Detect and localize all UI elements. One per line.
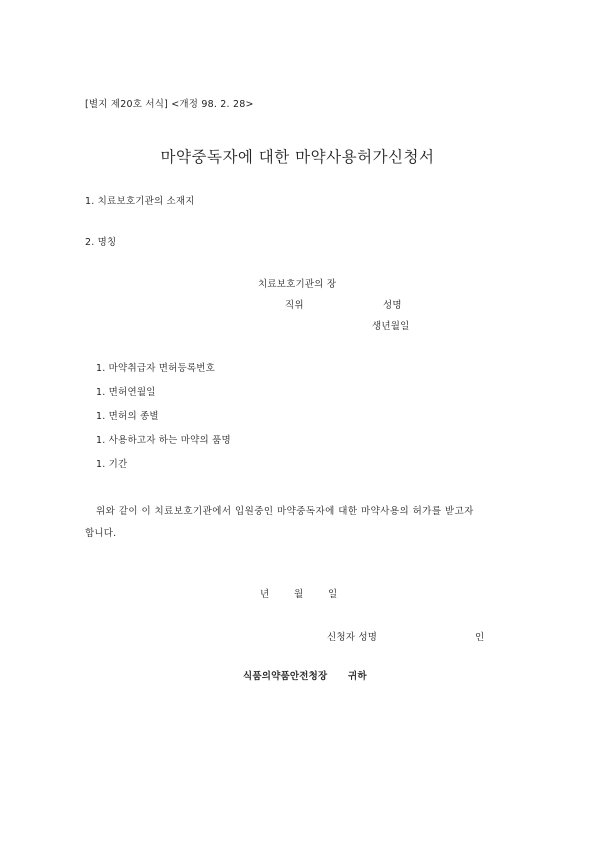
date-day-label: 일: [328, 589, 338, 600]
head-of-institution-label: 치료보호기관의 장: [258, 279, 337, 290]
document-title: 마약중독자에 대한 마약사용허가신청서: [160, 148, 435, 166]
section-location: 1. 치료보호기관의 소재지: [85, 196, 195, 207]
list-item: 1. 면허의 종별: [96, 411, 159, 422]
position-label: 직위: [285, 300, 304, 311]
statement-line-1: 위와 같이 이 치료보호기관에서 입원중인 마약중독자에 대한 마약사용의 허가를 받고자: [96, 506, 474, 517]
section-name: 2. 명칭: [85, 237, 117, 248]
birthdate-label: 생년월일: [372, 321, 410, 332]
seal-label: 인: [475, 632, 485, 643]
name-label: 성명: [383, 300, 402, 311]
list-item: 1. 기간: [96, 459, 128, 470]
list-item: 1. 면허연월일: [96, 387, 156, 398]
date-year-label: 년: [260, 589, 270, 600]
statement-line-2: 합니다.: [85, 528, 117, 539]
list-item: 1. 마약취급자 면허등록번호: [96, 363, 216, 374]
applicant-name-label: 신청자 성명: [327, 632, 378, 643]
form-header: [별지 제20호 서식] <개정 98. 2. 28>: [85, 99, 254, 110]
recipient-suffix: 귀하: [348, 671, 367, 682]
date-month-label: 월: [294, 589, 304, 600]
list-item: 1. 사용하고자 하는 마약의 품명: [96, 435, 231, 446]
recipient: 식품의약품안전청장: [243, 671, 328, 682]
